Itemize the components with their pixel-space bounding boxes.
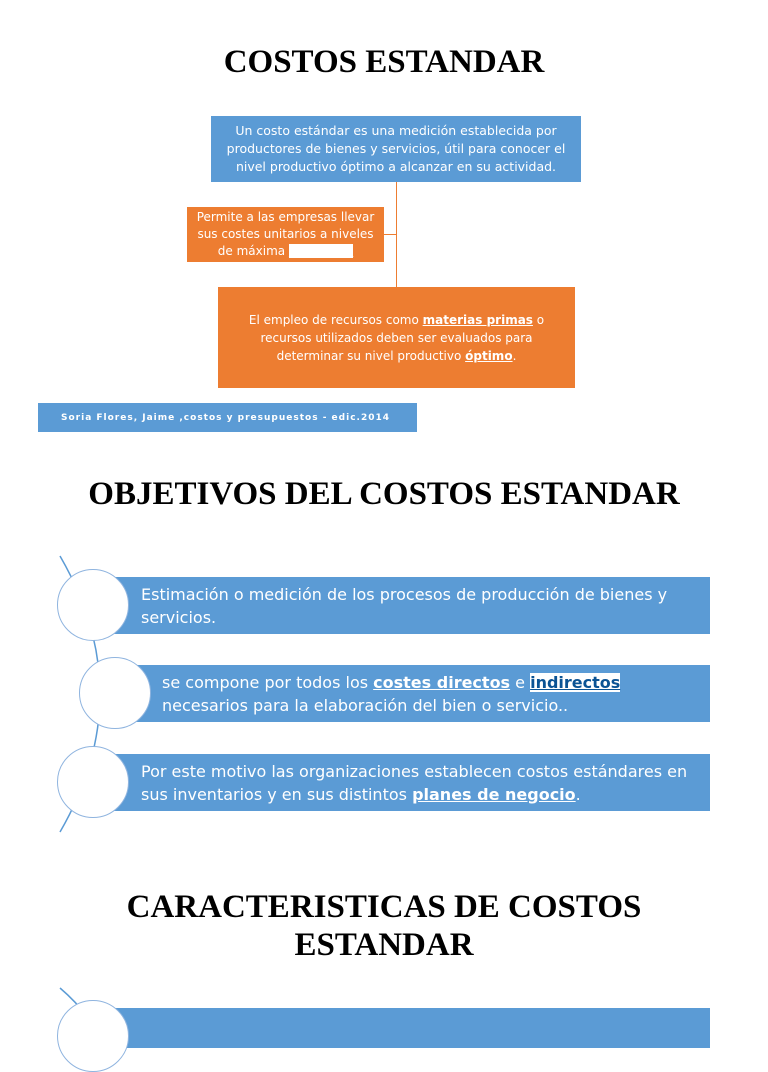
resources-text-pre: El empleo de recursos como [248, 312, 423, 327]
efficiency-text: Permite a las empresas llevar sus costes unitarios a niveles de máxima [196, 210, 375, 258]
objective-1-text: Estimación o medición de los procesos de producción de bienes y servicios. [141, 584, 668, 627]
section3-title-line1: CARACTERISTICAS DE COSTOS [126, 889, 642, 925]
planes-de-negocio-link[interactable]: planes de negocio [412, 784, 576, 804]
characteristic-item-1 [95, 1008, 710, 1048]
objective-1-circle [57, 569, 129, 641]
section3-title-line2: ESTANDAR [294, 927, 474, 963]
optimo-link[interactable]: óptimo [465, 348, 513, 363]
eficiencia-link[interactable]: eficiencia [288, 244, 354, 258]
resources-text-mid: o recursos utilizados deben ser evaluados para determinar su nivel productivo [260, 312, 545, 363]
indirectos-link[interactable]: indirectos [530, 672, 621, 692]
objective-3-text-post: . [575, 784, 581, 804]
objective-2-circle [79, 657, 151, 729]
definition-text: Un costo estándar es una medición establecida por productores de bienes y servicios, útil para conocer el nivel productivo óptimo a alcanzar en su actividad. [226, 123, 566, 174]
section2-title: OBJETIVOS DEL COSTOS ESTANDAR [88, 476, 680, 512]
objective-3-text-pre: Por este motivo las organizaciones establecen costos estándares en sus inventarios y en sus distintos [141, 761, 688, 804]
objective-3-circle [57, 746, 129, 818]
objective-2-text-post: necesarios para la elaboración del bien o servicio.. [162, 695, 569, 715]
citation-text: Soria Flores, Jaime ,costos y presupuestos - edic.2014 [61, 412, 390, 423]
objective-item-2 [118, 665, 710, 722]
objective-item-1 [95, 577, 710, 634]
section1-title: COSTOS ESTANDAR [223, 44, 545, 80]
section3-title [0, 888, 768, 964]
objective-2-text-pre: se compone por todos los [162, 672, 374, 692]
characteristic-1-circle [57, 1000, 129, 1072]
objective-item-3 [95, 754, 710, 811]
objective-2-text-mid: e [510, 672, 531, 692]
costes-directos-link[interactable]: costes directos [373, 672, 511, 692]
resources-text-post: . [512, 348, 517, 363]
materias-primas-link[interactable]: materias primas [422, 312, 533, 327]
